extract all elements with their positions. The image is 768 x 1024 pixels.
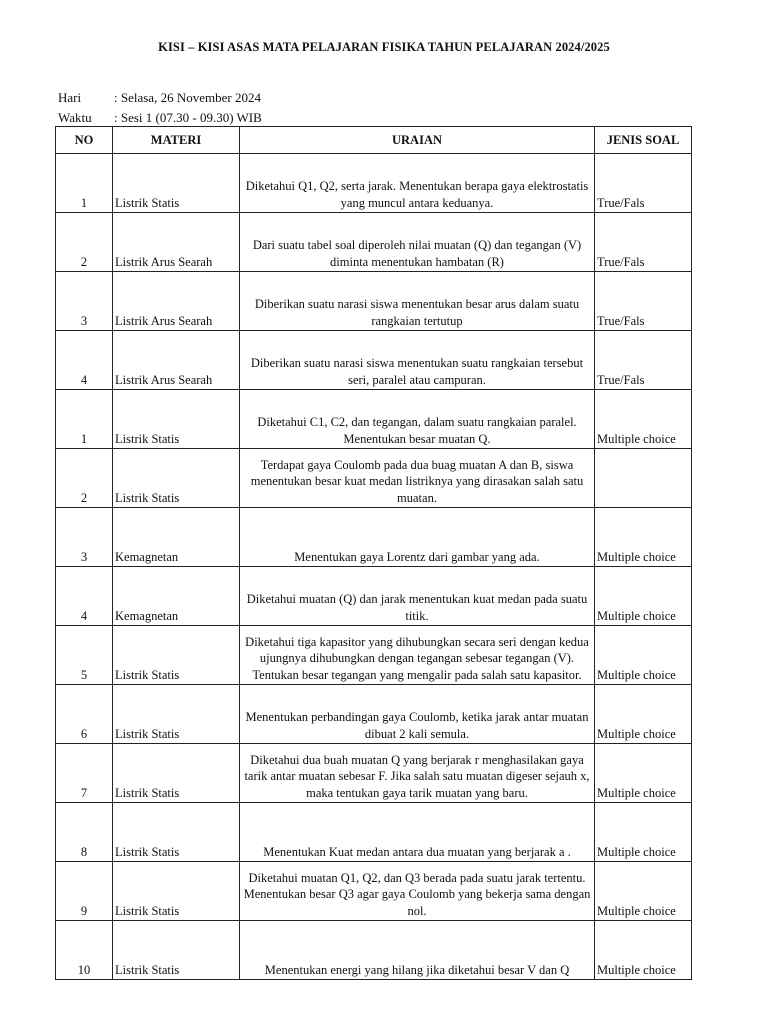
table-row bbox=[56, 685, 692, 744]
header-uraian: URAIAN bbox=[240, 127, 595, 154]
cell-no: 9 bbox=[56, 862, 113, 921]
cell-uraian: Menentukan gaya Lorentz dari gambar yang ada. bbox=[240, 508, 595, 567]
table-row bbox=[56, 508, 692, 567]
table-row bbox=[56, 744, 692, 803]
table-row bbox=[56, 567, 692, 626]
waktu-value: : Sesi 1 (07.30 - 09.30) WIB bbox=[114, 110, 262, 125]
cell-materi: Kemagnetan bbox=[113, 508, 240, 567]
header-no: NO bbox=[56, 127, 113, 154]
cell-uraian: Dari suatu tabel soal diperoleh nilai muatan (Q) dan tegangan (V) diminta menentukan hambatan (R) bbox=[240, 213, 595, 272]
document-title: KISI – KISI ASAS MATA PELAJARAN FISIKA TAHUN PELAJARAN 2024/2025 bbox=[158, 40, 610, 54]
cell-no: 2 bbox=[56, 449, 113, 508]
cell-materi: Listrik Statis bbox=[113, 390, 240, 449]
cell-jenis-soal: Multiple choice bbox=[595, 921, 692, 980]
hari-label: Hari bbox=[58, 90, 82, 105]
table-row bbox=[56, 154, 692, 213]
table-row bbox=[56, 626, 692, 685]
cell-jenis-soal: Multiple choice bbox=[595, 744, 692, 803]
table-row bbox=[56, 921, 692, 980]
table-row bbox=[56, 331, 692, 390]
cell-no: 4 bbox=[56, 331, 113, 390]
cell-uraian: Terdapat gaya Coulomb pada dua buag muatan A dan B, siswa menentukan besar kuat medan listriknya yang dirasakan salah satu muatan. bbox=[240, 449, 595, 508]
cell-materi: Listrik Statis bbox=[113, 921, 240, 980]
table-row bbox=[56, 862, 692, 921]
header-jenis-soal: JENIS SOAL bbox=[595, 127, 692, 154]
hari-value: : Selasa, 26 November 2024 bbox=[114, 90, 261, 105]
table-row bbox=[56, 272, 692, 331]
cell-jenis-soal bbox=[595, 449, 692, 508]
cell-uraian: Diberikan suatu narasi siswa menentukan besar arus dalam suatu rangkaian tertutup bbox=[240, 272, 595, 331]
cell-uraian: Menentukan Kuat medan antara dua muatan yang berjarak a . bbox=[240, 803, 595, 862]
cell-materi: Listrik Statis bbox=[113, 744, 240, 803]
cell-materi: Listrik Statis bbox=[113, 803, 240, 862]
cell-no: 1 bbox=[56, 154, 113, 213]
cell-uraian: Diketahui C1, C2, dan tegangan, dalam suatu rangkaian paralel. Menentukan besar muatan Q. bbox=[240, 390, 595, 449]
cell-jenis-soal: True/Fals bbox=[595, 213, 692, 272]
cell-no: 3 bbox=[56, 508, 113, 567]
cell-materi: Listrik Statis bbox=[113, 862, 240, 921]
cell-materi: Listrik Arus Searah bbox=[113, 331, 240, 390]
cell-jenis-soal: Multiple choice bbox=[595, 390, 692, 449]
cell-uraian: Diketahui dua buah muatan Q yang berjarak r menghasilakan gaya tarik antar muatan sebesar F. Jika salah satu muatan digeser sejauh x, maka tentukan gaya tarik muatan yang baru. bbox=[240, 744, 595, 803]
cell-no: 6 bbox=[56, 685, 113, 744]
kisi-table bbox=[55, 126, 692, 980]
cell-jenis-soal: Multiple choice bbox=[595, 508, 692, 567]
cell-jenis-soal: True/Fals bbox=[595, 154, 692, 213]
cell-materi: Kemagnetan bbox=[113, 567, 240, 626]
cell-uraian: Diketahui tiga kapasitor yang dihubungkan secara seri dengan kedua ujungnya dihubungkan dengan tegangan sebesar tegangan (V). Tentukan besar tegangan yang mengalir pada salah satu kapasitor. bbox=[240, 626, 595, 685]
table-row bbox=[56, 449, 692, 508]
table-row bbox=[56, 803, 692, 862]
cell-jenis-soal: True/Fals bbox=[595, 272, 692, 331]
cell-no: 8 bbox=[56, 803, 113, 862]
cell-materi: Listrik Statis bbox=[113, 685, 240, 744]
cell-no: 2 bbox=[56, 213, 113, 272]
table-header-row bbox=[56, 127, 692, 154]
cell-materi: Listrik Arus Searah bbox=[113, 272, 240, 331]
cell-jenis-soal: Multiple choice bbox=[595, 567, 692, 626]
cell-no: 10 bbox=[56, 921, 113, 980]
cell-no: 4 bbox=[56, 567, 113, 626]
cell-jenis-soal: True/Fals bbox=[595, 331, 692, 390]
cell-materi: Listrik Statis bbox=[113, 626, 240, 685]
cell-uraian: Diberikan suatu narasi siswa menentukan suatu rangkaian tersebut seri, paralel atau campuran. bbox=[240, 331, 595, 390]
meta-hari-line bbox=[58, 90, 261, 106]
cell-materi: Listrik Arus Searah bbox=[113, 213, 240, 272]
header-materi: MATERI bbox=[113, 127, 240, 154]
cell-uraian: Diketahui Q1, Q2, serta jarak. Menentukan berapa gaya elektrostatis yang muncul antara keduanya. bbox=[240, 154, 595, 213]
cell-uraian: Menentukan energi yang hilang jika diketahui besar V dan Q bbox=[240, 921, 595, 980]
cell-uraian: Menentukan perbandingan gaya Coulomb, ketika jarak antar muatan dibuat 2 kali semula. bbox=[240, 685, 595, 744]
meta-waktu-line bbox=[58, 110, 262, 126]
cell-no: 5 bbox=[56, 626, 113, 685]
cell-no: 3 bbox=[56, 272, 113, 331]
cell-jenis-soal: Multiple choice bbox=[595, 685, 692, 744]
table-row bbox=[56, 390, 692, 449]
cell-no: 1 bbox=[56, 390, 113, 449]
table-row bbox=[56, 213, 692, 272]
cell-jenis-soal: Multiple choice bbox=[595, 626, 692, 685]
cell-materi: Listrik Statis bbox=[113, 449, 240, 508]
cell-materi: Listrik Statis bbox=[113, 154, 240, 213]
cell-uraian: Diketahui muatan (Q) dan jarak menentukan kuat medan pada suatu titik. bbox=[240, 567, 595, 626]
cell-jenis-soal: Multiple choice bbox=[595, 803, 692, 862]
cell-uraian: Diketahui muatan Q1, Q2, dan Q3 berada pada suatu jarak tertentu. Menentukan besar Q3 agar gaya Coulomb yang bekerja sama dengan nol. bbox=[240, 862, 595, 921]
cell-jenis-soal: Multiple choice bbox=[595, 862, 692, 921]
waktu-label: Waktu bbox=[58, 110, 92, 125]
cell-no: 7 bbox=[56, 744, 113, 803]
